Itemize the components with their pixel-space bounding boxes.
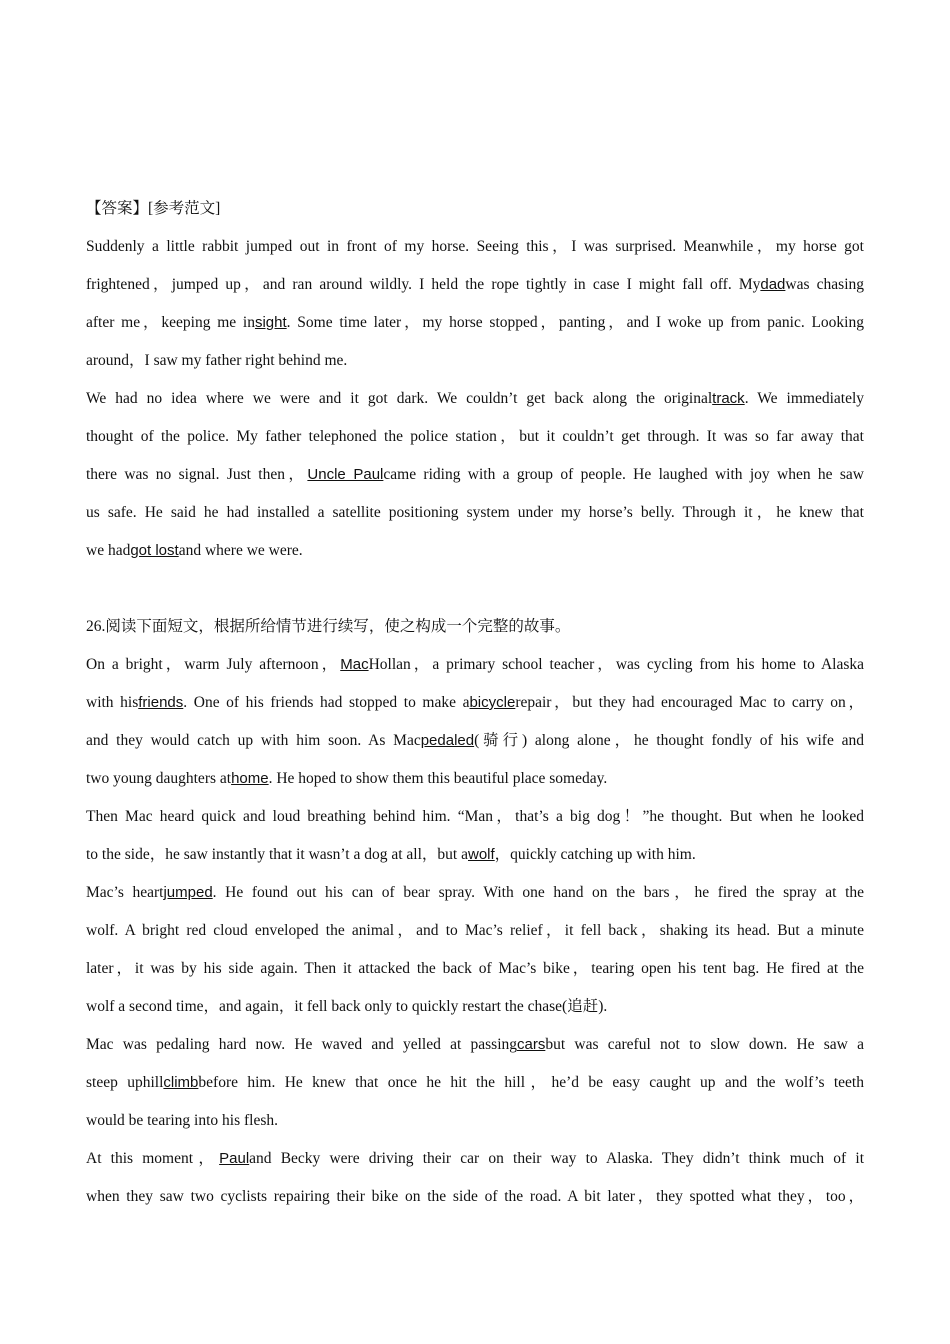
answer-p1-line2: frightened，jumped up，and ran around wildly. I held the rope tightly in case I might fall off. Mydadwas chasing	[86, 276, 864, 293]
question-p3-line2: wolf. A bright red cloud enveloped the animal，and to Mac’s relief，it fell back，shaking its head. But a minute	[86, 922, 864, 939]
answer-p2-line2: thought of the police. My father telephoned the police station，but it couldn’t get through. It was so far away that	[86, 428, 864, 445]
answer-p2-line1: We had no idea where we were and it got dark. We couldn’t get back along the originaltrack. We immediately	[86, 390, 865, 407]
underlined-word: dad	[760, 276, 786, 293]
underlined-word: track	[712, 390, 745, 407]
underlined-word: climb	[163, 1074, 199, 1091]
answer-p1-line3: after me，keeping me insight. Some time later，my horse stopped，panting，and I woke up from panic. Looking	[86, 314, 864, 331]
question-heading: 26.阅读下面短文，根据所给情节进行续写，使之构成一个完整的故事。	[86, 618, 571, 635]
question-p5-line1: At this moment，Pauland Becky were driving their car on their way to Alaska. They didn’t think much of it	[86, 1150, 865, 1167]
question-p3-line3: later，it was by his side again. Then it attacked the back of Mac’s bike，tearing open his tent bag. He fired at the	[86, 960, 864, 977]
underlined-word: Mac	[340, 656, 369, 673]
document-page	[86, 190, 864, 1216]
answer-p2-line4: us safe. He said he had installed a satellite positioning system under my horse’s belly. Through it，he knew that	[86, 504, 864, 521]
question-p1-line1: On a bright，warm July afternoon，MacHollan，a primary school teacher，was cycling from his home to Alaska	[86, 656, 864, 673]
question-p4-line1: Mac was pedaling hard now. He waved and yelled at passingcarsbut was careful not to slow down. He saw a	[86, 1036, 864, 1053]
question-p1-line3: and they would catch up with him soon. As Macpedaled(骑行) along alone，he thought fondly of his wife and	[86, 732, 864, 749]
question-p3-line1: Mac’s heartjumped. He found out his can of bear spray. With one hand on the bars，he fired the spray at the	[86, 884, 865, 901]
underlined-word: home	[231, 770, 269, 787]
question-p4-line2: steep uphillclimbbefore him. He knew that once he hit the hill，he’d be easy caught up and the wolf’s teeth	[86, 1074, 864, 1091]
spacer	[86, 570, 864, 608]
question-p3-line4: wolf a second time，and again，it fell back only to quickly restart the chase(追赶).	[86, 998, 608, 1015]
question-p1-line2: with hisfriends. One of his friends had stopped to make abicyclerepair，but they had encouraged Mac to carry on，	[86, 694, 865, 711]
underlined-word: Paul	[219, 1150, 250, 1167]
underlined-word: jumped	[163, 884, 213, 901]
answer-p1-line4: around，I saw my father right behind me.	[86, 352, 348, 369]
answer-heading: 【答案】[参考范文]	[86, 200, 221, 217]
underlined-word: bicycle	[469, 694, 516, 711]
underlined-word: got lost	[130, 542, 179, 559]
underlined-word: wolf	[467, 846, 495, 863]
question-p2-line1: Then Mac heard quick and loud breathing behind him. “Man，that’s a big dog！”he thought. But when he looked	[86, 808, 864, 825]
underlined-word: pedaled	[420, 732, 475, 749]
answer-p2-line3: there was no signal. Just then，Uncle Paulcame riding with a group of people. He laughed with joy when he saw	[86, 466, 864, 483]
question-p1-line4: two young daughters at home . He hoped to show them this beautiful place someday.	[86, 760, 864, 798]
underlined-word: sight	[254, 314, 287, 331]
underlined-word: friends	[138, 694, 184, 711]
underlined-word: Uncle Paul	[307, 466, 384, 483]
question-p2-line2: to the side，he saw instantly that it wasn’t a dog at all，but a wolf ，quickly catching up with him.	[86, 836, 864, 874]
answer-p2-line5: we had got lost and where we were.	[86, 532, 864, 570]
underlined-word: cars	[517, 1036, 546, 1053]
question-p5-line2: when they saw two cyclists repairing their bike on the side of the road. A bit later，they spotted what they，too，	[86, 1188, 864, 1205]
question-p4-line3: would be tearing into his flesh.	[86, 1112, 278, 1129]
answer-p1-line1: Suddenly a little rabbit jumped out in front of my horse. Seeing this，I was surprised. Meanwhile，my horse got	[86, 238, 864, 255]
